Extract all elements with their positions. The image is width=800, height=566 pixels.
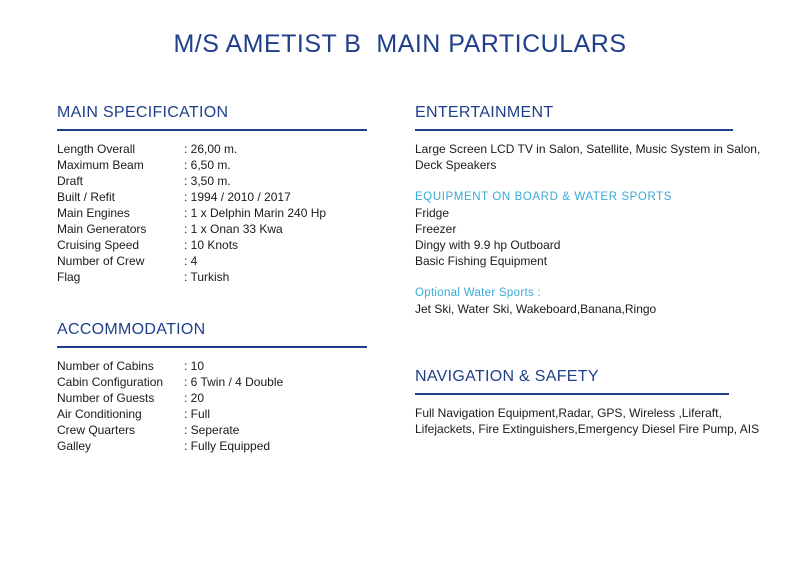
spec-value: : 1 x Delphin Marin 240 Hp: [184, 206, 327, 220]
accommodation-value: : Full: [184, 407, 211, 421]
accommodation-value: : 6 Twin / 4 Double: [184, 375, 284, 389]
equipment-item: Freezer: [415, 222, 457, 236]
spec-value: : Turkish: [184, 270, 230, 284]
navigation-safety-rule: [415, 393, 729, 395]
entertainment-description: [415, 141, 775, 173]
navigation-safety-description: [415, 405, 785, 437]
accommodation-row: [57, 390, 367, 406]
spec-label: Main Generators: [57, 222, 147, 236]
spec-label: Number of Crew: [57, 254, 145, 268]
navigation-safety-section: [415, 367, 785, 437]
equipment-item: Dingy with 9.9 hp Outboard: [415, 238, 561, 252]
page-title: M/S AMETIST B MAIN PARTICULARS: [173, 30, 627, 58]
accommodation-label: Number of Guests: [57, 391, 155, 405]
spec-value: : 3,50 m.: [184, 174, 231, 188]
spec-value: : 26,00 m.: [184, 142, 238, 156]
accommodation-heading: ACCOMMODATION: [57, 321, 206, 338]
main-specification-list: [57, 141, 367, 285]
spec-row: [57, 141, 367, 157]
equipment-item: Basic Fishing Equipment: [415, 254, 548, 268]
navigation-safety-heading: NAVIGATION & SAFETY: [415, 368, 599, 385]
accommodation-row: [57, 422, 367, 438]
spec-label: Built / Refit: [57, 190, 116, 204]
accommodation-label: Cabin Configuration: [57, 375, 164, 389]
spec-value: : 4: [184, 254, 198, 268]
navigation-line: Lifejackets, Fire Extinguishers,Emergency Diesel Fire Pump, AIS: [415, 422, 760, 436]
spec-row: [57, 269, 367, 285]
accommodation-label: Number of Cabins: [57, 359, 154, 373]
accommodation-value: : Seperate: [184, 423, 240, 437]
spec-label: Draft: [57, 174, 84, 188]
accommodation-label: Crew Quarters: [57, 423, 136, 437]
spec-row: [57, 173, 367, 189]
accommodation-value: : 20: [184, 391, 205, 405]
entertainment-rule: [415, 129, 733, 131]
spec-value: : 6,50 m.: [184, 158, 231, 172]
optional-water-sports-heading: Optional Water Sports :: [415, 287, 541, 299]
spec-label: Maximum Beam: [57, 158, 144, 172]
main-specification-heading: MAIN SPECIFICATION: [57, 104, 229, 121]
spec-row: [57, 157, 367, 173]
accommodation-label: Air Conditioning: [57, 407, 142, 421]
accommodation-row: [57, 358, 367, 374]
accommodation-label: Galley: [57, 439, 92, 453]
accommodation-rule: [57, 346, 367, 348]
equipment-list: [415, 205, 775, 269]
spec-label: Cruising Speed: [57, 238, 140, 252]
entertainment-line: Deck Speakers: [415, 158, 497, 172]
accommodation-value: : Fully Equipped: [184, 439, 271, 453]
spec-value: : 10 Knots: [184, 238, 239, 252]
spec-value: : 1994 / 2010 / 2017: [184, 190, 291, 204]
equipment-item: Fridge: [415, 206, 450, 220]
accommodation-row: [57, 438, 367, 454]
entertainment-line: Large Screen LCD TV in Salon, Satellite, Music System in Salon,: [415, 142, 761, 156]
entertainment-heading: ENTERTAINMENT: [415, 104, 554, 121]
accommodation-row: [57, 374, 367, 390]
main-specification-section: [57, 103, 367, 285]
spec-label: Length Overall: [57, 142, 136, 156]
spec-label: Flag: [57, 270, 81, 284]
spec-row: [57, 205, 367, 221]
spec-row: [57, 189, 367, 205]
accommodation-value: : 10: [184, 359, 205, 373]
spec-label: Main Engines: [57, 206, 130, 220]
navigation-line: Full Navigation Equipment,Radar, GPS, Wireless ,Liferaft,: [415, 406, 722, 420]
main-specification-rule: [57, 129, 367, 131]
spec-row: [57, 237, 367, 253]
accommodation-section: [57, 320, 367, 454]
entertainment-section: [415, 103, 775, 317]
equipment-heading: EQUIPMENT ON BOARD & WATER SPORTS: [415, 191, 673, 203]
accommodation-row: [57, 406, 367, 422]
optional-water-sports-text: Jet Ski, Water Ski, Wakeboard,Banana,Ringo: [415, 302, 657, 316]
spec-row: [57, 253, 367, 269]
spec-value: : 1 x Onan 33 Kwa: [184, 222, 283, 236]
spec-row: [57, 221, 367, 237]
accommodation-list: [57, 358, 367, 454]
